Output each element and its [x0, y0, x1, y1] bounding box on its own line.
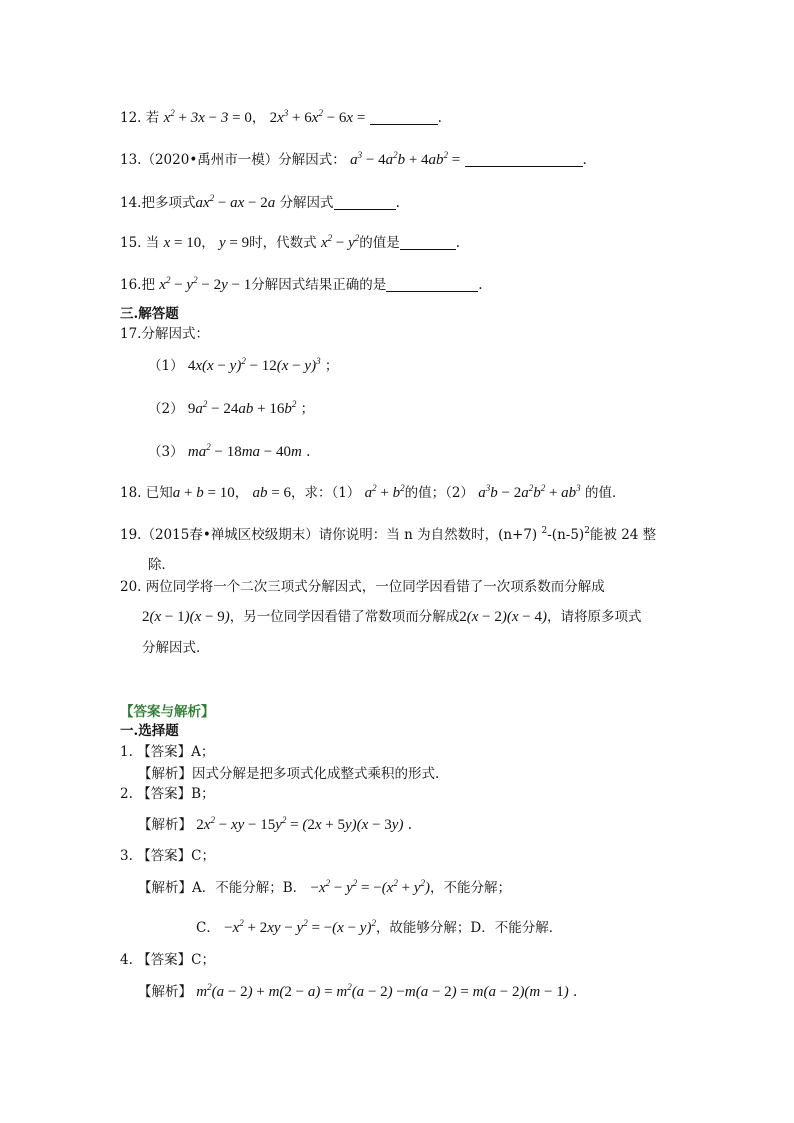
q17-part-2: （2） $9a^2 - 24ab + 16b^2$ ；	[148, 399, 315, 417]
q14-text: 14.把多项式	[120, 195, 196, 211]
answer-1-explanation	[138, 764, 439, 784]
answer-4-explanation-label: 【解析】	[138, 984, 192, 1000]
q20-text: ，另一位同学因看错了常数项而分解成	[229, 609, 460, 625]
q19-text-2: -(n-5)	[547, 527, 585, 543]
section-1-heading: 一.选择题	[120, 723, 179, 739]
answer-1-label: 【答案】A；	[137, 744, 215, 760]
q16-text: 16.把	[120, 277, 155, 293]
q15-y-value: y = 9	[219, 235, 250, 251]
q16-answer-blank[interactable]	[386, 277, 478, 292]
answer-2-number: 2.	[120, 786, 133, 802]
question-18	[120, 483, 625, 503]
q18-condition-2: ab = 6	[252, 485, 291, 501]
q17-part-3-expression: $ma^2 - 18ma - 40m$	[187, 442, 302, 460]
answer-1-explanation-label: 【解析】	[138, 766, 192, 782]
q20-line-2	[142, 607, 642, 627]
answer-4	[120, 950, 215, 970]
q13-expression: $a^3 - 4a^2b + 4ab^2$ =	[350, 150, 461, 168]
answer-1-explanation-text: 因式分解是把多项式化成整式乘积的形式.	[192, 766, 440, 782]
q20-expression-1: 2(x − 1)(x − 9)	[142, 609, 230, 625]
question-16: 16.把 $x^2 - y^2 - 2y - 1$分解因式结果正确的是 .	[120, 275, 483, 293]
q20-expression-2: 2(x − 2)(x − 4)	[459, 609, 547, 625]
q16-text-2: 分解因式结果正确的是	[251, 277, 387, 293]
question-19	[120, 525, 656, 545]
q19-exponent-1: 2	[541, 526, 548, 536]
q14-answer-blank[interactable]	[334, 195, 396, 210]
q18-expression-2: $a^3b - 2a^2b^2 + ab^3$	[478, 483, 581, 501]
q15-text-2: 时，代数式	[249, 235, 317, 251]
answer-2-label: 【答案】B；	[137, 786, 215, 802]
question-13: 13.（2020•禹州市一模）分解因式： $a^3 - 4a^2b + 4ab^2$ = .	[120, 150, 587, 168]
q15-x-value: x = 10	[163, 235, 202, 251]
q19-exponent-2: 2	[584, 526, 590, 536]
answer-3-expression-2: $-x^2 + 2xy - y^2 = -(x - y)^2$	[224, 918, 376, 936]
q15-text-3: 的值是	[359, 235, 400, 251]
answer-2-expression: $2x^2$ − xy − $15y^2 = (2x + 5y)(x - 3y)$	[196, 815, 404, 833]
q12-answer-blank[interactable]	[370, 110, 438, 125]
answer-3-label: 【答案】C；	[137, 848, 216, 864]
section-3-heading: 三.解答题	[120, 306, 179, 322]
question-14: 14.把多项式$ax^2$ − ax − 2a 分解因式 .	[120, 193, 400, 211]
answer-4-expression: $m^2(a - 2) + m(2 - a) = m^2(a - 2) -m(a - 2) = m(a - 2)(m - 1)$	[196, 982, 569, 1000]
q14-text-2: 分解因式	[279, 195, 334, 211]
q12-text: 若	[145, 110, 160, 126]
answer-3-explanation-2	[196, 918, 562, 938]
q15-comma: ，	[201, 235, 215, 251]
answers-heading: 【答案与解析】	[120, 704, 215, 720]
answer-3-explanation-label: 【解析】	[138, 880, 192, 896]
answer-3-text: A．不能分解；B．	[192, 880, 307, 896]
q13-text: 13.（2020•禹州市一模）分解因式：	[120, 152, 346, 168]
question-15: 15. 当 x = 10， y = 9时，代数式 $x^2 - y^2$的值是 .	[120, 233, 461, 251]
q20-text-2: ，请将原多项式	[547, 609, 642, 625]
q18-text: 18. 已知	[120, 485, 173, 501]
q17-part-2-expression: $9a^2 - 24ab + 16b^2$	[187, 399, 297, 417]
q12-expression: $2x^3 + 6x^2 - 6x$ =	[269, 108, 366, 126]
q18-comma: ，	[234, 485, 249, 501]
q12-comma: ，	[251, 110, 266, 126]
q15-text: 15. 当	[120, 235, 160, 251]
answer-3-text-4: ，故能够分解；D．不能分解．	[375, 920, 563, 936]
q15-expression: $x^2 - y^2$	[320, 233, 360, 251]
answer-3	[120, 846, 215, 866]
q19-line-2: 除．	[148, 557, 175, 573]
answer-3-text-3: C．	[196, 920, 220, 936]
q13-answer-blank[interactable]	[465, 152, 583, 167]
q12-equation: $x^2 + 3x - 3 = 0$	[163, 108, 252, 126]
q18-text-2: ，求：（1）	[290, 485, 361, 501]
q18-text-3: 的值；（2）	[404, 485, 474, 501]
answer-4-number: 4.	[120, 952, 133, 968]
answer-4-label: 【答案】C；	[137, 952, 216, 968]
question-12: 12. 若 $x^2 + 3x - 3 = 0$， $2x^3 + 6x^2 - 6x$ = .	[120, 108, 442, 126]
q17-part-2-label: （2）	[148, 401, 184, 417]
answer-3-text-2: ，不能分解；	[429, 880, 511, 896]
q12-number: 12.	[120, 110, 142, 126]
q18-condition-1: a + b = 10	[172, 485, 235, 501]
answer-3-expression-1: $-x^2 - y^2 = -(x^2 + y^2)$	[310, 878, 430, 896]
q19-text: 19.（2015春•禅城区校级期末）请你说明：当 n 为自然数时，(n+7)	[120, 527, 542, 543]
answer-2-explanation-label: 【解析】	[138, 817, 192, 833]
answer-2	[120, 784, 215, 804]
answer-3-number: 3.	[120, 848, 133, 864]
q14-expression: $ax^2$ − ax − 2a	[195, 193, 276, 211]
q17-part-1-expression: $4x(x - y)^2 - 12(x - y)^3$	[187, 356, 321, 374]
q20-line-1: 20. 两位同学将一个二次三项式分解因式，一位同学因看错了一次项系数而分解成	[120, 579, 605, 595]
answer-1	[120, 742, 214, 762]
q20-line-3: 分解因式．	[142, 640, 210, 656]
answer-3-explanation	[138, 878, 511, 898]
q17-part-1-label: （1）	[148, 358, 184, 374]
answer-1-number: 1.	[120, 744, 133, 760]
q18-text-4: 的值．	[584, 485, 626, 501]
q18-expression-1: $a^2 + b^2$	[364, 483, 405, 501]
q15-answer-blank[interactable]	[400, 235, 456, 250]
answer-2-explanation: 【解析】 $2x^2$ − xy − $15y^2 = (2x + 5y)(x - 3y)$ .	[138, 815, 413, 833]
q17-part-3-label: （3）	[148, 444, 184, 460]
answer-4-explanation: 【解析】 $m^2(a - 2) + m(2 - a) = m^2(a - 2) -m(a - 2) = m(a - 2)(m - 1)$ .	[138, 982, 578, 1000]
q19-text-3: 能被 24 整	[589, 527, 657, 543]
q16-expression: $x^2 - y^2 - 2y - 1$	[159, 275, 252, 293]
q17-part-1: （1） $4x(x - y)^2 - 12(x - y)^3$ ；	[148, 356, 339, 374]
q17-title: 17.分解因式：	[120, 326, 209, 342]
q17-part-3: （3） $ma^2 - 18ma - 40m$ .	[148, 442, 311, 460]
